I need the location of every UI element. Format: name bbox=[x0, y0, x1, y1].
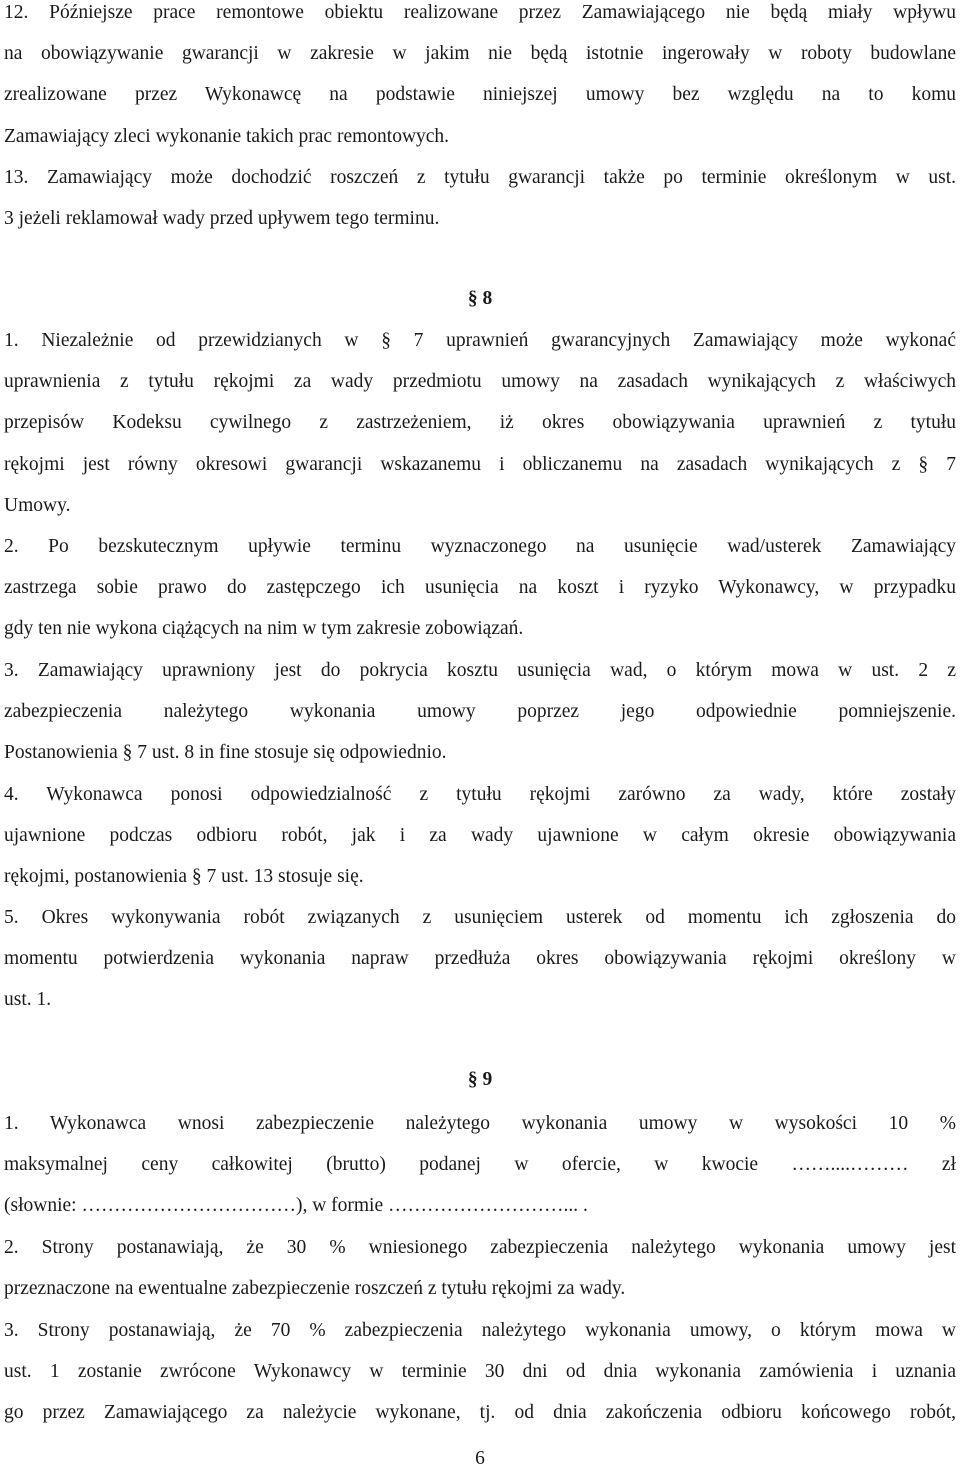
text-line: przepisów Kodeksu cywilnego z zastrzeżeniem, iż okres obowiązywania uprawnień z tytułu bbox=[4, 412, 956, 434]
text-line: Postanowienia § 7 ust. 8 in fine stosuje się odpowiednio. bbox=[4, 742, 447, 764]
page-number: 6 bbox=[475, 1448, 485, 1469]
section-8-point-5 bbox=[4, 897, 956, 1021]
clause-12 bbox=[4, 0, 956, 157]
text-line: 5. Okres wykonywania robót związanych z usunięciem usterek od momentu ich zgłoszenia do bbox=[4, 907, 956, 928]
text-line: zrealizowane przez Wykonawcę na podstawie niniejszej umowy bez względu na to komu bbox=[4, 84, 956, 106]
text-line: 3. Zamawiający uprawniony jest do pokrycia kosztu usunięcia wad, o którym mowa w ust. 2 z bbox=[4, 660, 956, 681]
section-heading-8: § 8 bbox=[467, 288, 493, 309]
text-line: 12. Późniejsze prace remontowe obiektu realizowane przez Zamawiającego nie będą miały wpływu bbox=[4, 2, 956, 23]
text-line: 3 jeżeli reklamował wady przed upływem tego terminu. bbox=[4, 208, 440, 230]
text-line: zastrzega sobie prawo do zastępczego ich usunięcia na koszt i ryzyko Wykonawcy, w przypadku bbox=[4, 577, 956, 599]
text-line: uprawnienia z tytułu rękojmi za wady przedmiotu umowy na zasadach wynikających z właściwych bbox=[4, 371, 956, 393]
text-line: 1. Wykonawca wnosi zabezpieczenie należytego wykonania umowy w wysokości 10 % bbox=[4, 1113, 956, 1134]
text-line: na obowiązywanie gwarancji w zakresie w jakim nie będą istotnie ingerowały w roboty budowlane bbox=[4, 43, 956, 65]
section-8-point-3 bbox=[4, 650, 956, 774]
section-8-point-2 bbox=[4, 526, 956, 650]
text-line: ust. 1. bbox=[4, 989, 52, 1011]
text-line: 2. Strony postanawiają, że 30 % wniesionego zabezpieczenia należytego wykonania umowy jest bbox=[4, 1237, 956, 1258]
clause-13 bbox=[4, 157, 956, 239]
text-line: ujawnione podczas odbioru robót, jak i za wady ujawnione w całym okresie obowiązywania bbox=[4, 825, 956, 847]
text-line: 2. Po bezskutecznym upływie terminu wyznaczonego na usunięcie wad/usterek Zamawiający bbox=[4, 536, 956, 557]
text-line: rękojmi, postanowienia § 7 ust. 13 stosuje się. bbox=[4, 866, 364, 888]
text-line: 3. Strony postanawiają, że 70 % zabezpieczenia należytego wykonania umowy, o którym mowa w bbox=[4, 1320, 956, 1341]
section-9-point-1 bbox=[4, 1103, 956, 1227]
section-8-point-4 bbox=[4, 774, 956, 898]
text-line: 4. Wykonawca ponosi odpowiedzialność z tytułu rękojmi zarówno za wady, które zostały bbox=[4, 784, 956, 805]
section-9-point-3 bbox=[4, 1310, 956, 1434]
text-line: rękojmi jest równy okresowi gwarancji wskazanemu i obliczanemu na zasadach wynikających z § 7 bbox=[4, 453, 956, 475]
text-line: Zamawiający zleci wykonanie takich prac remontowych. bbox=[4, 125, 450, 147]
section-heading-9: § 9 bbox=[467, 1069, 493, 1090]
text-line: (słownie: ……………………………), w formie ………………………... . bbox=[4, 1195, 588, 1217]
text-line: 13. Zamawiający może dochodzić roszczeń z tytułu gwarancji także po terminie określonym w ust. bbox=[4, 167, 956, 188]
text-line: momentu potwierdzenia wykonania napraw przedłuża okres obowiązywania rękojmi określony w bbox=[4, 948, 956, 970]
text-line: przeznaczone na ewentualne zabezpieczenie roszczeń z tytułu rękojmi za wady. bbox=[4, 1278, 626, 1300]
section-9-point-2 bbox=[4, 1227, 956, 1309]
text-line: Umowy. bbox=[4, 494, 71, 516]
text-line: ust. 1 zostanie zwrócone Wykonawcy w terminie 30 dni od dnia wykonania zamówienia i uznania bbox=[4, 1361, 956, 1383]
text-line: gdy ten nie wykona ciążących na nim w tym zakresie zobowiązań. bbox=[4, 618, 524, 640]
text-line: 1. Niezależnie od przewidzianych w § 7 uprawnień gwarancyjnych Zamawiający może wykonać bbox=[4, 330, 956, 351]
text-line: maksymalnej ceny całkowitej (brutto) podanej w ofercie, w kwocie ……....……… zł bbox=[4, 1154, 956, 1176]
text-line: go przez Zamawiającego za należycie wykonane, tj. od dnia zakończenia odbioru końcowego robót, bbox=[4, 1402, 956, 1424]
section-8-point-1 bbox=[4, 320, 956, 526]
text-line: zabezpieczenia należytego wykonania umowy poprzez jego odpowiednie pomniejszenie. bbox=[4, 701, 956, 723]
